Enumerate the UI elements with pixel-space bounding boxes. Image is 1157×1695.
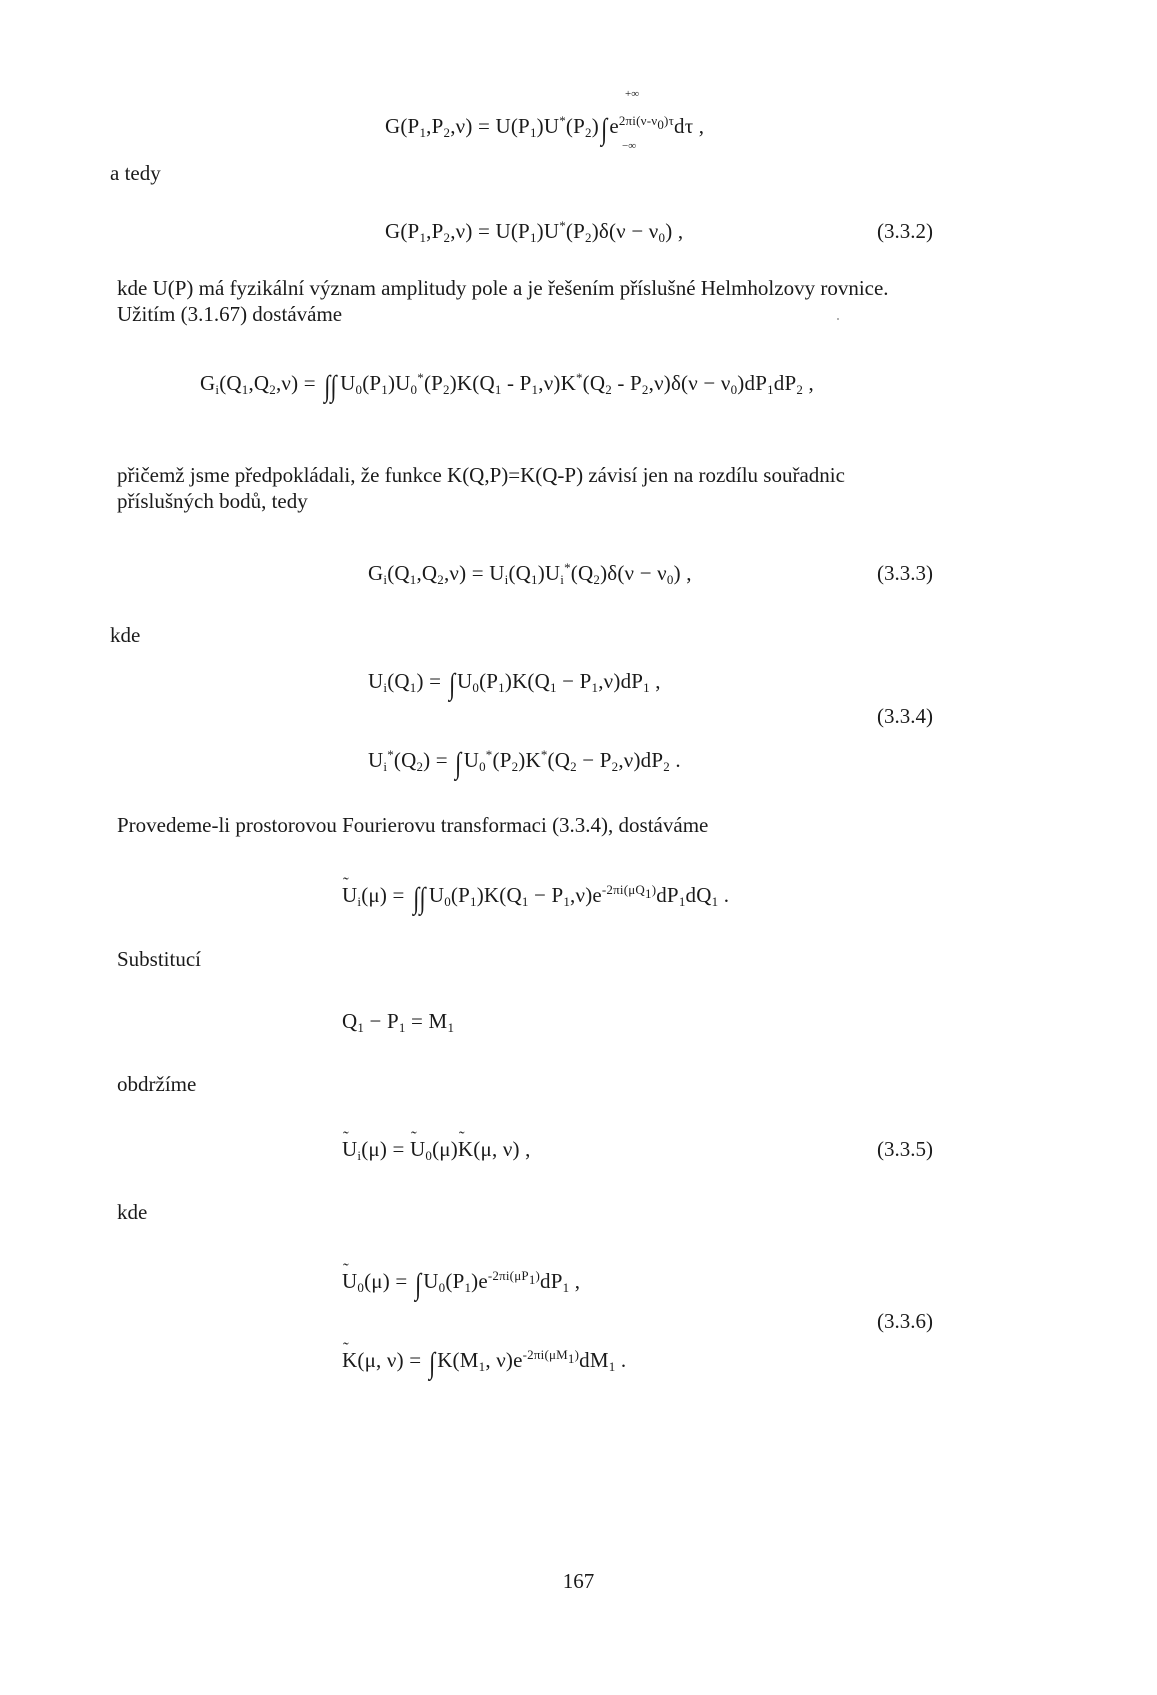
paragraph-2-line-1: přičemž jsme předpokládali, že funkce K(Q,P)=K(Q-P) závisí jen na rozdílu souřadnic <box>117 463 845 487</box>
equation-3-3-4-line-2: $U_i^*(Q_2) = \int U_0^*(P_2)K^*(Q_2 - P_2,\nu)dP_2$ . <box>368 747 681 780</box>
equation-number-3-3-4: (3.3.4) <box>877 704 933 728</box>
integral-upper-limit: +∞ <box>625 88 640 100</box>
integral-lower-limit: −∞ <box>622 140 637 152</box>
text-a-tedy: a tedy <box>110 161 161 185</box>
paragraph-2-line-2: příslušných bodů, tedy <box>117 489 308 513</box>
equation-fourier-Ui: ˜ $U_i(\mu)$ = ∫∫ $U_0(P_1)K(Q_1 - P_1,\nu)e^{-2\pi i(\mu Q_1)}dP_1dQ_1$ . <box>342 882 729 909</box>
equation-Gi-double-integral: $G_i(Q_1,Q_2,\nu)$ = ∫∫ $U_0(P_1)U_0^*(P_2)K(Q_1 - P_1,\nu)K^*(Q_2 - P_2,\nu)\delta(\nu - \nu_0)dP_1dP_2$ , <box>200 370 814 403</box>
text-obdrzime: obdržíme <box>117 1072 197 1096</box>
scan-speck <box>837 318 839 320</box>
equation-number-3-3-3: (3.3.3) <box>877 561 933 585</box>
page-number: 167 <box>562 1569 595 1593</box>
equation-number-3-3-2: (3.3.2) <box>877 219 933 243</box>
text-kde-1: kde <box>110 623 141 647</box>
text-kde-2: kde <box>117 1200 148 1224</box>
equation-number-3-3-6: (3.3.6) <box>877 1309 933 1333</box>
equation-3-3-6-line-2: ˜ K(μ, $\nu) = \int K(M_1$, $\nu)e^{-2\pi i(\mu M_1)}dM_1$ . <box>342 1347 626 1374</box>
paragraph-1-line-2: Užitím (3.1.67) dostáváme <box>117 302 343 326</box>
paragraph-3: Provedeme-li prostorovou Fourierovu transformaci (3.3.4), dostáváme <box>117 813 709 837</box>
equation-substitution: $Q_1 - P_1 = M_1$ <box>342 1009 455 1035</box>
equation-G-integral: $G(P_1,P_2,\nu) = U(P_1)U^*(P_2)\int e^{2\pi i(\nu-\nu_0)\tau}d\tau$ , <box>385 113 705 146</box>
equation-number-3-3-5: (3.3.5) <box>877 1137 933 1161</box>
equation-3-3-6-line-1: ˜ $U_0(\mu) = \int U_0(P_1)e^{-2\pi i(\mu P_1)}dP_1$ , <box>342 1268 580 1295</box>
equation-3-3-5: ˜ $U_i(\mu)$ = ˜ $U_0(\mu)˜$ K(μ, ν) , <box>342 1136 531 1162</box>
equation-3-3-2: $G(P_1,P_2,\nu) = U(P_1)U^*(P_2)\delta(\nu - \nu_0)$ , <box>385 218 684 245</box>
equation-3-3-3: $G_i(Q_1,Q_2,\nu) = U_i(Q_1)U_i^*(Q_2)\delta(\nu - \nu_0)$ , <box>368 560 692 587</box>
equation-3-3-4-line-1: $U_i(Q_1) = \int U_0(P_1)K(Q_1 - P_1,\nu)dP_1$ , <box>368 668 661 701</box>
text-substituci: Substitucí <box>117 947 202 971</box>
paragraph-1-line-1: kde U(P) má fyzikální význam amplitudy pole a je řešením příslušné Helmholzovy rovnice. <box>117 276 889 300</box>
